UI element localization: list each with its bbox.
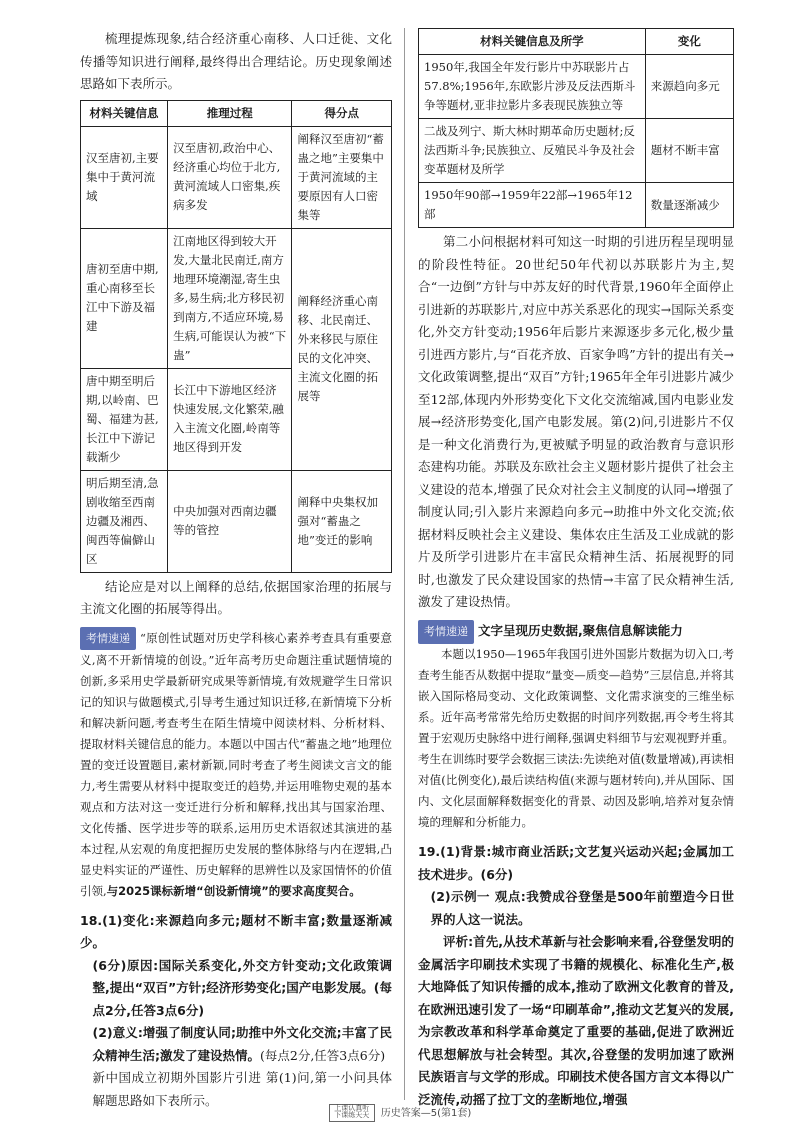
right-column	[418, 28, 734, 1111]
question-number: 19.	[418, 844, 441, 859]
table-header: 材料关键信息	[81, 100, 168, 126]
reasoning-table	[80, 100, 392, 573]
table-row	[419, 119, 734, 183]
table-cell: 唐中期至明后期,以岭南、巴蜀、福建为甚,长江中下游记载渐少	[81, 368, 168, 470]
table-row	[419, 183, 734, 228]
table-cell: 题材不断丰富	[645, 119, 733, 183]
left-column	[80, 28, 392, 1112]
table-cell: 二战及列宁、斯大林时期革命历史题材;反法西斯斗争;民族独立、反殖民斗争及社会变革题材及所学	[419, 119, 646, 183]
page-footer	[0, 1104, 800, 1122]
review-title: 文字呈现历史数据,聚焦信息解读能力	[478, 622, 683, 638]
answer-eval: 评析:首先,从技术革新与社会影响来看,谷登堡发明的金属活字印刷技术实现了书籍的规模化、标准化生产,极大地降低了知识传播的成本,推动了欧洲文化教育的普及,在欧洲迅速引发了一场“印刷革命”,推动文艺复兴的发展,为宗教改革和科学革命奠定了重要的基础,促进了欧洲近代思想解放与社会转型。其次,谷登堡的发明加速了欧洲民族语言与文学的形成。印刷技术使各国方言文本得以广泛流传,动摇了拉丁文的垄断地位,增强	[418, 934, 734, 1107]
column-divider	[404, 28, 405, 1100]
table-header: 得分点	[292, 100, 392, 126]
answer-tail: 新中国成立初期外国影片引进 第(1)问,第一小问具体解题思路如下表所示。	[92, 1070, 392, 1108]
table-cell: 阐释汉至唐初“蓄蛊之地”主要集中于黄河流域的主要原因有人口密集等	[292, 126, 392, 228]
question-18	[80, 910, 392, 1113]
table-cell: 中央加强对西南边疆等的管控	[168, 470, 292, 572]
table-cell: 唐初至唐中期,重心南移至长江中下游及福建	[81, 228, 168, 368]
table-cell: 来源趋向多元	[645, 55, 733, 119]
publisher-logo: 上课认真听 下课练天天	[329, 1104, 375, 1122]
table-cell: 1950年,我国全年发行影片中苏联影片占57.8%;1956年,东欧影片涉及反法西斯斗争等题材,亚非拉影片多表现民族独立等	[419, 55, 646, 119]
question-number: 18.	[80, 912, 103, 928]
answer-line: (1)变化:来源趋向多元;题材不断丰富;数量逐渐减少。	[80, 912, 392, 950]
conclusion-paragraph: 结论应是对以上阐释的总结,依据国家治理的拓展与主流文化圈的拓展等得出。	[80, 578, 392, 616]
table-cell: 长江中下游地区经济快速发展,文化繁荣,融入主流文化圈,岭南等地区得到开发	[168, 368, 292, 470]
answer-line: (6分)原因:国际关系变化,外交方针变动;文化政策调整,提出“双百”方针;经济形势变化;国产电影发展。(每点2分,任答3点6分)	[92, 957, 392, 1018]
table-header-row	[81, 100, 392, 126]
table-cell: 阐释中央集权加强对“蓄蛊之地”变迁的影响	[292, 470, 392, 572]
review-section	[80, 627, 392, 902]
table-cell: 数量逐渐减少	[645, 183, 733, 228]
footer-text: 历史答案—5(第1套)	[380, 1108, 472, 1119]
table-cell: 汉至唐初,政治中心、经济重心均位于北方,黄河流域人口密集,疾病多发	[168, 126, 292, 228]
intro-paragraph: 梳理提炼现象,结合经济重心南移、人口迁徙、文化传播等知识进行阐释,最终得出合理结论。历史现象阐述思路如下表所示。	[80, 31, 392, 91]
review-text: 本题以1950—1965年我国引进外国影片数据为切入口,考查考生能否从数据中提取“量变—质变—趋势”三层信息,并将其嵌入国际格局变动、文化政策调整、文化需求演变的三维坐标系。近年高考常常先给历史数据的时间序列数据,再令考生将其置于宏观历史脉络中进行阐释,强调史料细节与宏观视野并重。考生在训练时要学会数据三读法:先读绝对值(数量增减),再读相对值(比例变化),最后读结构值(来源与题材转向),并从国际、国内、文化层面解释数据变化的背景、动因及影响,培养对复杂情境的理解和分析能力。	[418, 647, 734, 829]
review-text: “原创性试题对历史学科核心素养考查具有重要意义,离不开新情境的创设。”近年高考历史命题注重试题情境的创新,多采用史学最新研究成果等新情境,有效规避学生日常识记的知识与做题模式,引导考生通过知识迁移,在新情境下分析和解决新问题,考查考生在陌生情境中阅读材料、分析材料、提取材料关键信息的能力。本题以中国古代“蓄蛊之地”地理位置的变迁设置题目,素材新颖,同时考查了考生阅读文言文的能力,考生需要从材料中提取变迁的趋势,并运用唯物史观的基本观点和方法对这一变迁进行分析和解释,找出其与国家治理、文化传播、医学进步等的联系,运用历史术语叙述其演进的基本过程,从宏观的角度把握历史发展的整体脉络与内在逻辑,凸显史料实证的严谨性、历史解释的思辨性以及家国情怀的价值引领,	[80, 630, 392, 898]
table-row	[81, 126, 392, 228]
answer-line: (2)意义:增强了制度认同;助推中外文化交流;丰富了民众精神生活;激发了建设热情。	[92, 1025, 392, 1063]
table-row	[81, 470, 392, 572]
table-cell: 江南地区得到较大开发,大量北民南迁,南方地理环境潮湿,寄生虫多,易生病;北方移民初到南方,不适应环境,易生病,可能误认为被“下蛊”	[168, 228, 292, 368]
table-cell: 1950年90部→1959年22部→1965年12部	[419, 183, 646, 228]
table-header: 变化	[645, 29, 733, 55]
table-cell: 阐释经济重心南移、北民南迁、外来移民与原住民的文化冲突、主流文化圈的拓展等	[292, 228, 392, 470]
analysis-paragraph: 第二小问根据材料可知这一时期的引进历程呈现明显的阶段性特征。20世纪50年代初以苏联影片为主,契合“一边倒”方针与中苏友好的时代背景,1960年全面停止引进新的苏联影片,对应中苏关系恶化的现实→国际关系变化,外交方针变动;1956年后影片来源逐步多元化,极少量引进西方影片,与“百花齐放、百家争鸣”方针的提出有关→文化政策调整,提出“双百”方针;1965年全年引进影片减少至12部,体现内外形势变化下文化交流缩减,国内电影业发展→经济形势变化,国产电影发展。第(2)问,引进影片不仅是一种文化消费行为,更被赋予明显的政治教育与意识形态建构功能。苏联及东欧社会主义题材影片提供了社会主义建设的范本,增强了民众对社会主义制度的认同→增强了制度认同;引入影片来源趋向多元→助推中外文化交流;依据材料反映社会主义建设、集体农庄生活及工业成就的影片及所学引进影片在丰富民众精神生活、拓展视野的同时,也激发了民众建设国家的热情→丰富了民众精神生活,激发了建设热情。	[418, 234, 734, 609]
table-row	[81, 228, 392, 368]
review-section-2	[418, 620, 734, 834]
table-header: 材料关键信息及所学	[419, 29, 646, 55]
table-header: 推理过程	[168, 100, 292, 126]
review-badge: 考情速递	[418, 620, 474, 645]
answer-score: (每点2分,任答3点6分)	[260, 1047, 386, 1063]
answer-line: (2)示例一 观点:我赞成谷登堡是500年前塑造今日世界的人这一说法。	[430, 889, 734, 927]
answer-line: (1)背景:城市商业活跃;文艺复兴运动兴起;金属加工技术进步。(6分)	[418, 844, 734, 882]
table-row	[419, 55, 734, 119]
table-cell: 明后期至清,急剧收缩至西南边疆及湘西、闽西等偏僻山区	[81, 470, 168, 572]
question-19	[418, 841, 734, 1111]
review-badge: 考情速递	[80, 627, 136, 650]
review-bold-text: 与2025课标新增“创设新情境”的要求高度契合。	[106, 883, 361, 898]
table-header-row	[419, 29, 734, 55]
table-cell: 汉至唐初,主要集中于黄河流域	[81, 126, 168, 228]
film-table	[418, 28, 734, 228]
